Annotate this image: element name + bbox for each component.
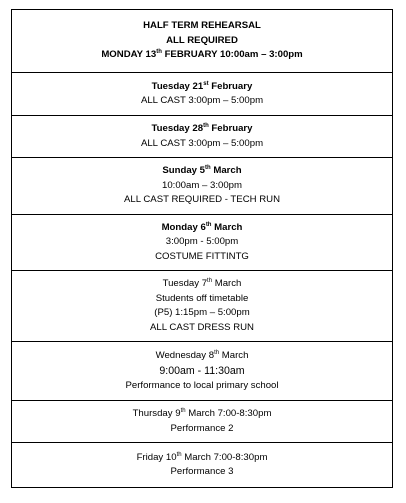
session-time: (P5) 1:15pm – 5:00pm [154,307,250,318]
schedule-row-tue-21 [12,73,393,116]
session-detail: ALL CAST 3:00pm – 5:00pm [140,95,264,106]
session-time: 10:00am – 3:00pm [161,179,242,191]
session-date: Monday 6th March [161,221,243,233]
session-detail: Performance to local primary school [125,380,279,391]
schedule-row-sun-5 [12,158,393,215]
session-time: 9:00am - 11:30am [159,365,245,377]
schedule-cell-tue-28 [12,116,393,158]
session-detail: Performance 3 [170,466,234,477]
session-date: Tuesday 7th March [162,277,242,289]
rehearsal-schedule-table [11,9,393,488]
session-date: Friday 10th March 7:00-8:30pm [136,451,268,463]
schedule-cell-tue-21 [12,73,393,116]
session-note: Students off timetable [155,292,249,304]
schedule-cell-wed-8 [12,342,393,401]
schedule-cell-sun-5 [12,158,393,215]
schedule-row-fri-10 [12,443,393,488]
session-date: Wednesday 8th March [155,349,249,361]
session-detail: ALL CAST REQUIRED - TECH RUN [123,194,280,206]
schedule-cell-mon-6 [12,215,393,271]
session-date: Tuesday 28th February [151,122,253,134]
schedule-row-tue-28 [12,116,393,158]
half-term-required: ALL REQUIRED [166,34,238,46]
schedule-row-mon-6 [12,215,393,271]
half-term-title: HALF TERM REHEARSAL [143,20,261,32]
session-date: Tuesday 21st February [151,80,253,92]
session-detail: COSTUME FITTINTG [155,250,249,262]
schedule-cell-tue-7 [12,271,393,342]
schedule-row-tue-7 [12,271,393,342]
schedule-row-thu-9 [12,401,393,443]
session-date: Sunday 5th March [162,165,242,177]
schedule-row-half-term [12,10,393,73]
schedule-cell-fri-10 [12,443,393,488]
session-detail: Performance 2 [170,422,234,434]
session-detail: ALL CAST DRESS RUN [150,321,254,333]
schedule-cell-half-term [12,10,393,73]
schedule-cell-thu-9 [12,401,393,443]
session-detail: ALL CAST 3:00pm – 5:00pm [140,137,264,149]
schedule-row-wed-8 [12,342,393,401]
session-time: 3:00pm - 5:00pm [165,236,239,248]
session-date: Thursday 9th March 7:00-8:30pm [132,407,272,419]
half-term-date: MONDAY 13th FEBRUARY 10:00am – 3:00pm [101,49,303,61]
